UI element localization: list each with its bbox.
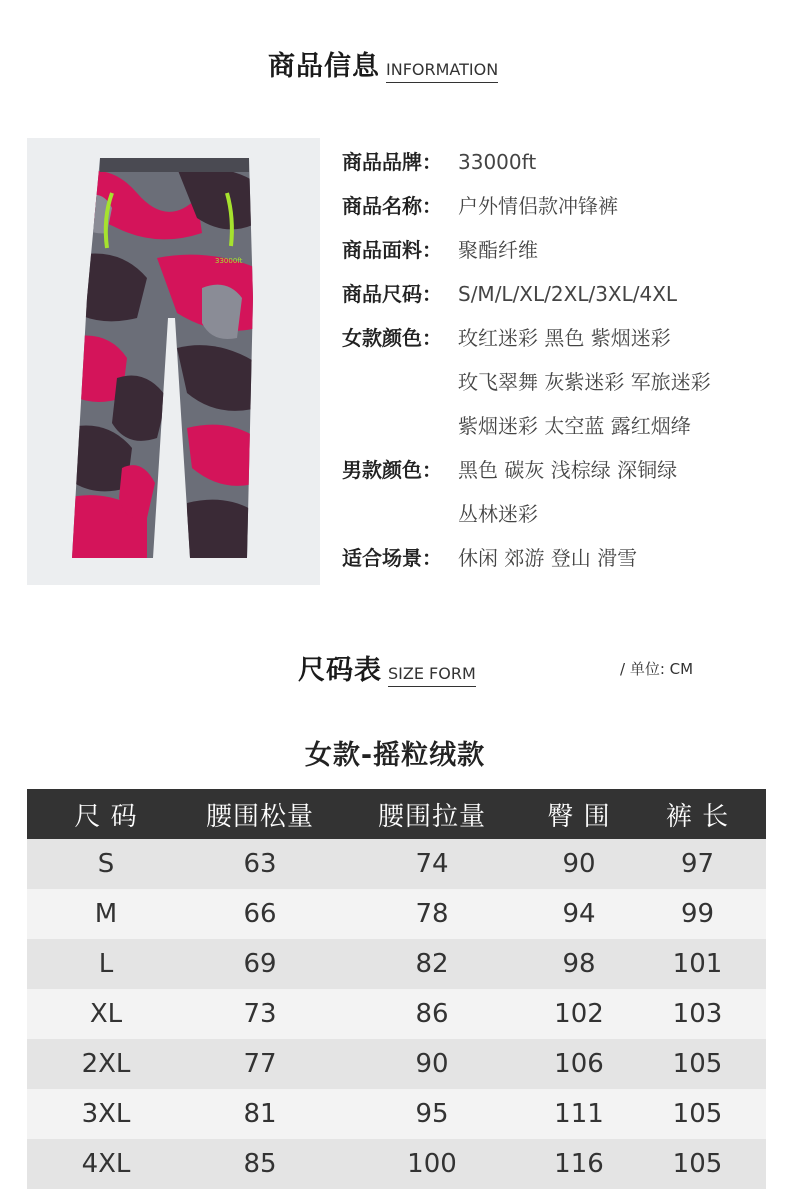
length-cell: 105	[672, 1099, 723, 1129]
size-cell: 2XL	[81, 1049, 131, 1079]
table-row	[27, 889, 766, 939]
information-section-title	[268, 44, 498, 83]
hip-cell: 102	[554, 999, 604, 1029]
sizes-value: S/M/L/XL/2XL/3XL/4XL	[458, 282, 678, 306]
table-row	[27, 1039, 766, 1089]
hip-cell: 106	[554, 1049, 604, 1079]
hip-cell: 111	[554, 1099, 604, 1129]
info-row-scenes	[342, 536, 782, 580]
men-colors-line: 黑色 碳灰 浅棕绿 深铜绿	[458, 458, 678, 482]
length-cell: 101	[672, 949, 723, 979]
waist-stretched-cell: 74	[415, 849, 449, 879]
men-colors-label: 男款颜色：	[342, 458, 442, 482]
sizes-label: 商品尺码：	[342, 282, 442, 306]
name-value: 户外情侣款冲锋裤	[458, 194, 618, 218]
women-colors-line: 玫飞翠舞 灰紫迷彩 军旅迷彩	[458, 370, 711, 394]
waistband	[100, 158, 249, 172]
size-table-title: 女款-摇粒绒款	[304, 740, 486, 771]
length-cell: 105	[672, 1149, 723, 1179]
table-header-row	[27, 789, 766, 839]
information-title-cn: 商品信息	[268, 51, 380, 82]
header-waist-stretched: 腰围拉量	[377, 801, 486, 832]
table-row	[27, 1089, 766, 1139]
brand-value: 33000ft	[458, 150, 537, 174]
length-cell: 97	[680, 849, 715, 879]
length-cell: 99	[680, 899, 715, 929]
waist-relaxed-cell: 66	[243, 899, 277, 929]
product-photo	[27, 138, 320, 585]
waist-stretched-cell: 90	[415, 1049, 449, 1079]
info-row-sizes	[342, 272, 782, 316]
waist-stretched-cell: 78	[415, 899, 449, 929]
waist-relaxed-cell: 73	[243, 999, 277, 1029]
hip-cell: 94	[562, 899, 596, 929]
info-row-fabric	[342, 228, 782, 272]
women-colors-label: 女款颜色：	[342, 326, 442, 350]
size-cell: L	[98, 949, 114, 979]
size-cell: 4XL	[81, 1149, 131, 1179]
table-row	[27, 939, 766, 989]
table-row	[27, 989, 766, 1039]
size-form-section-title	[298, 648, 476, 687]
women-colors-line: 紫烟迷彩 太空蓝 露红烟绛	[458, 414, 691, 438]
waist-stretched-cell: 100	[407, 1149, 457, 1179]
information-title-en: INFORMATION	[386, 62, 498, 83]
scenes-label: 适合场景：	[342, 546, 442, 570]
name-label: 商品名称：	[342, 194, 442, 218]
header-size: 尺 码	[74, 801, 138, 832]
size-cell: XL	[89, 999, 123, 1029]
women-colors-line: 玫红迷彩 黑色 紫烟迷彩	[458, 326, 671, 350]
pants-logo: 33000ft	[215, 257, 243, 265]
waist-relaxed-cell: 85	[243, 1149, 277, 1179]
header-hip: 臀 围	[547, 801, 611, 832]
hip-cell: 90	[562, 849, 596, 879]
size-cell: 3XL	[81, 1099, 131, 1129]
waist-stretched-cell: 82	[415, 949, 449, 979]
size-form-title-cn: 尺码表	[298, 655, 382, 686]
size-table	[27, 789, 766, 1189]
waist-relaxed-cell: 81	[243, 1099, 277, 1129]
info-row-name	[342, 184, 782, 228]
size-cell: S	[97, 849, 115, 879]
length-cell: 105	[672, 1049, 723, 1079]
fabric-label: 商品面料：	[342, 238, 442, 262]
info-row-men-colors	[342, 448, 782, 536]
size-cell: M	[94, 899, 118, 929]
hip-cell: 98	[562, 949, 596, 979]
waist-relaxed-cell: 69	[243, 949, 277, 979]
waist-relaxed-cell: 77	[243, 1049, 277, 1079]
table-row	[27, 839, 766, 889]
length-cell: 103	[672, 999, 723, 1029]
table-row	[27, 1139, 766, 1189]
hip-cell: 116	[554, 1149, 604, 1179]
waist-stretched-cell: 95	[415, 1099, 449, 1129]
header-waist-relaxed: 腰围松量	[205, 801, 314, 832]
scenes-value: 休闲 郊游 登山 滑雪	[458, 546, 638, 570]
info-row-women-colors	[342, 316, 782, 448]
waist-stretched-cell: 86	[415, 999, 449, 1029]
info-row-brand	[342, 140, 782, 184]
unit-note: / 单位: CM	[620, 660, 694, 678]
size-form-title-en: SIZE FORM	[388, 666, 476, 687]
header-length: 裤 长	[665, 801, 730, 832]
fabric-value: 聚酯纤维	[458, 238, 538, 262]
product-info-list	[342, 140, 782, 580]
camo-pants-image	[27, 138, 320, 585]
brand-label: 商品品牌：	[342, 150, 442, 174]
men-colors-line: 丛林迷彩	[458, 502, 538, 526]
waist-relaxed-cell: 63	[243, 849, 277, 879]
